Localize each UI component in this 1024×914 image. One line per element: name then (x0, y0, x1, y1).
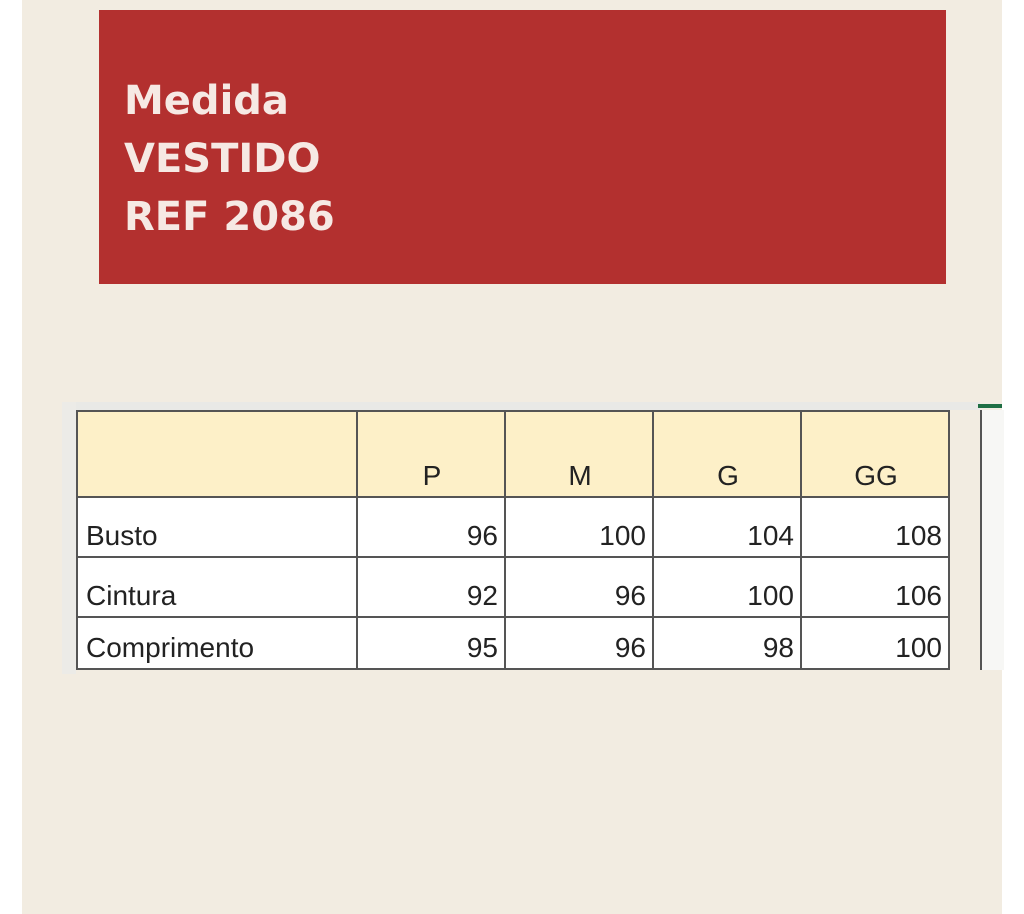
cell-value: 106 (801, 557, 949, 617)
row-label: Comprimento (77, 617, 357, 669)
spreadsheet-top-edge (62, 402, 980, 410)
cell-value: 92 (357, 557, 505, 617)
header-cell-m: M (505, 411, 653, 497)
banner-title (124, 72, 335, 246)
spreadsheet-next-column (980, 410, 1004, 670)
row-label: Busto (77, 497, 357, 557)
banner-title-line-1: Medida (124, 78, 289, 124)
cell-value: 96 (357, 497, 505, 557)
banner-title-line-3: REF 2086 (124, 194, 335, 240)
header-cell-g: G (653, 411, 801, 497)
cell-value: 100 (653, 557, 801, 617)
size-table (76, 410, 950, 670)
table-row (77, 617, 949, 669)
selection-marker (978, 404, 1002, 408)
cell-value: 108 (801, 497, 949, 557)
header-cell-empty (77, 411, 357, 497)
banner-title-line-2: VESTIDO (124, 136, 321, 182)
cell-value: 95 (357, 617, 505, 669)
size-header-row (77, 411, 949, 497)
cell-value: 98 (653, 617, 801, 669)
header-cell-p: P (357, 411, 505, 497)
cell-value: 104 (653, 497, 801, 557)
table-row (77, 557, 949, 617)
header-cell-gg: GG (801, 411, 949, 497)
spreadsheet-left-edge (62, 402, 76, 674)
cell-value: 96 (505, 557, 653, 617)
row-label: Cintura (77, 557, 357, 617)
spreadsheet-crop (62, 402, 1002, 678)
cell-value: 100 (505, 497, 653, 557)
cell-value: 100 (801, 617, 949, 669)
table-row (77, 497, 949, 557)
cell-value: 96 (505, 617, 653, 669)
